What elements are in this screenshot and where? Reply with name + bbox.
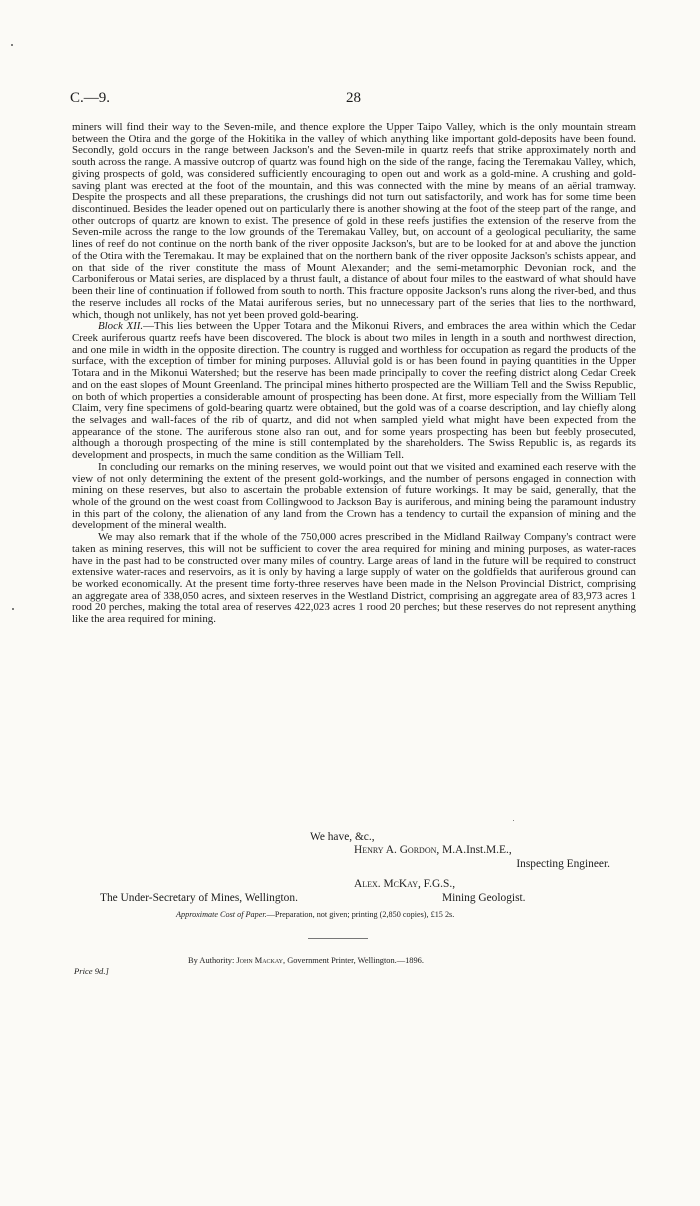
paragraph-reserves-continued: miners will find their way to the Seven-mile, and thence explore the Upper Taipo Valley, which is the only mountain stream between the Otira and the gorge of the Hokitika in the valley of which anything like important gold-deposits have been found. Secondly, gold occurs in the range between Jackson's and the Seven-mile in quartz reefs that strike approximately north and south across the range. A massive outcrop of quartz was found high on the side of the range, facing the Teremakau Valley, which, giving prospects of gold, was considered sufficiently encouraging to open out and work as a gold-mine. A crushing and gold-saving plant was erected at the foot of the mountain, and this was connected with the mine by means of an aërial tramway. Despite the prospects and all these preparations, the crushings did not turn out satisfactorily, and work has for some time been discontinued. Besides the leader opened out on particularly there is another showing at the foot of the steep part of the range, and other outcrops of quartz are known to exist. The presence of gold in these reefs justifies the extension of the reserve from the Seven-mile across the range to the low grounds of the Teremakau Valley, but, on account of a geological peculiarity, the same lines of reef do not continue on the north bank of the river opposite Jackson's, but are to be looked for at and above the junction of the Otira with the Teremakau. It may be explained that on the northern bank of the river opposite Jackson's schists appear, and on that side of the river constitute the mass of Mount Alexander; and the semi-metamorphic Devonian rock, and the Carboniferous or Matai series, are displaced by a thrust fault, a distance of about four miles to the eastward of what should have been their line of continuation if followed from south to north. This fracture opposite Jackson's runs along the river-bed, and thus the reserve includes all rocks of the Matai auriferous series, but no unnecessary part of the series that lies to the northward, which, though not unlikely, has not yet been proved gold-bearing. [72, 121, 636, 321]
cost-text: —Preparation, not given; printing (2,850 copies), £15 2s. [266, 910, 455, 919]
document-reference: C.—9. [70, 90, 111, 106]
gordon-title: Inspecting Engineer. [516, 858, 610, 870]
footer-divider [308, 938, 368, 939]
page-number: 28 [346, 90, 361, 106]
scan-speck [12, 608, 14, 610]
printer-name: John Mackay [236, 956, 283, 965]
block-xii-label: Block XII. [98, 320, 144, 333]
signatory-mckay-credentials: , F.G.S., [417, 878, 456, 890]
block-xii-text: —This lies between the Upper Totara and the Mikonui Rivers, and embraces the area within which the Cedar Creek auriferous quartz reefs have been discovered. The block is about two miles in length in a south and northwest direction, and one mile in width in the opposite direction. The country is rugged and worthless for occupation as regard the products of the surface, with the exception of timber for mining purposes. Alluvial gold is or has been found in paying quantities in the Upper Totara and in the Mikonui Watershed; but the reserve has been made principally to cover the reefing district along Cedar Creek and on the east slopes of Mount Greenland. The principal mines hitherto prospected are the William Tell and the Swiss Republic, on both of which properties a considerable amount of prospecting has been done. At first, more especially from the William Tell Claim, very fine specimens of gold-bearing quartz were obtained, but the gold was of a coarse description, and lay chiefly along the selvages and wall-faces of the rib of quartz, and did not when sampled yield what might have been expected from the appearance of the stone. The auriferous stone also ran out, and for some years prospecting has been but feebly prosecuted, although a thorough prospecting of the mine is still contemplated by the shareholders. The Swiss Republic is, as regards its development and prospects, in much the same condition as the William Tell. [72, 320, 636, 462]
signatory-mckay [354, 878, 455, 891]
signatory-gordon-credentials: , M.A.Inst.M.E., [436, 844, 512, 856]
report-body [72, 122, 636, 626]
paragraph-concluding-remarks: In concluding our remarks on the mining reserves, we would point out that we visited and examined each reserve with the view of not only determining the extent of the present gold-workings, and the number of persons engaged in connection with mining on these reserves, but also to ascertain the probable extension of future workings. It may be said, generally, that the whole of the ground on the west coast from Collingwood to Jackson Bay is auriferous, and mining being the paramount industry in this part of the colony, the alienation of any land from the Crown has a tendency to curtail the expansion of mining and the development of the mineral wealth. [72, 460, 636, 532]
scan-speck [11, 44, 13, 46]
mckay-title: Mining Geologist. [442, 892, 526, 904]
printer-authority-line [188, 956, 424, 965]
signatory-gordon-name: Henry A. Gordon [354, 844, 437, 856]
cost-label: Approximate Cost of Paper. [176, 910, 267, 919]
authority-prefix: By Authority: [188, 956, 237, 965]
authority-suffix: , Government Printer, Wellington.—1896. [283, 956, 424, 965]
signatory-gordon [354, 844, 512, 857]
signatory-mckay-name: Alex. McKay [354, 878, 418, 890]
scan-speck [513, 820, 514, 821]
addressee: The Under-Secretary of Mines, Wellington. [100, 892, 298, 904]
price-note: Price 9d.] [74, 966, 109, 976]
page-header [70, 90, 628, 112]
closing-salutation: We have, &c., [310, 831, 375, 843]
cost-of-paper-note [176, 910, 454, 919]
paragraph-block-xii [72, 321, 636, 462]
paragraph-midland-railway: We may also remark that if the whole of the 750,000 acres prescribed in the Midland Railway Company's contract were taken as mining reserves, this will not be sufficient to cover the area required for mining and mining purposes, as water-races have in the past had to be constructed over many miles of country. Large areas of land in the future will be required to construct extensive water-races and reservoirs, as it is only by having a large supply of water on the goldfields that auriferous ground can be worked economically. At the present time forty-three reserves have been made in the Nelson Provincial District, comprising an aggregate area of 338,050 acres, and sixteen reserves in the Westland District, comprising an aggregate area of 83,973 acres 1 rood 20 perches, making the total area of reserves 422,023 acres 1 rood 20 perches; but these reserves do not represent anything like the area required for mining. [72, 531, 636, 626]
